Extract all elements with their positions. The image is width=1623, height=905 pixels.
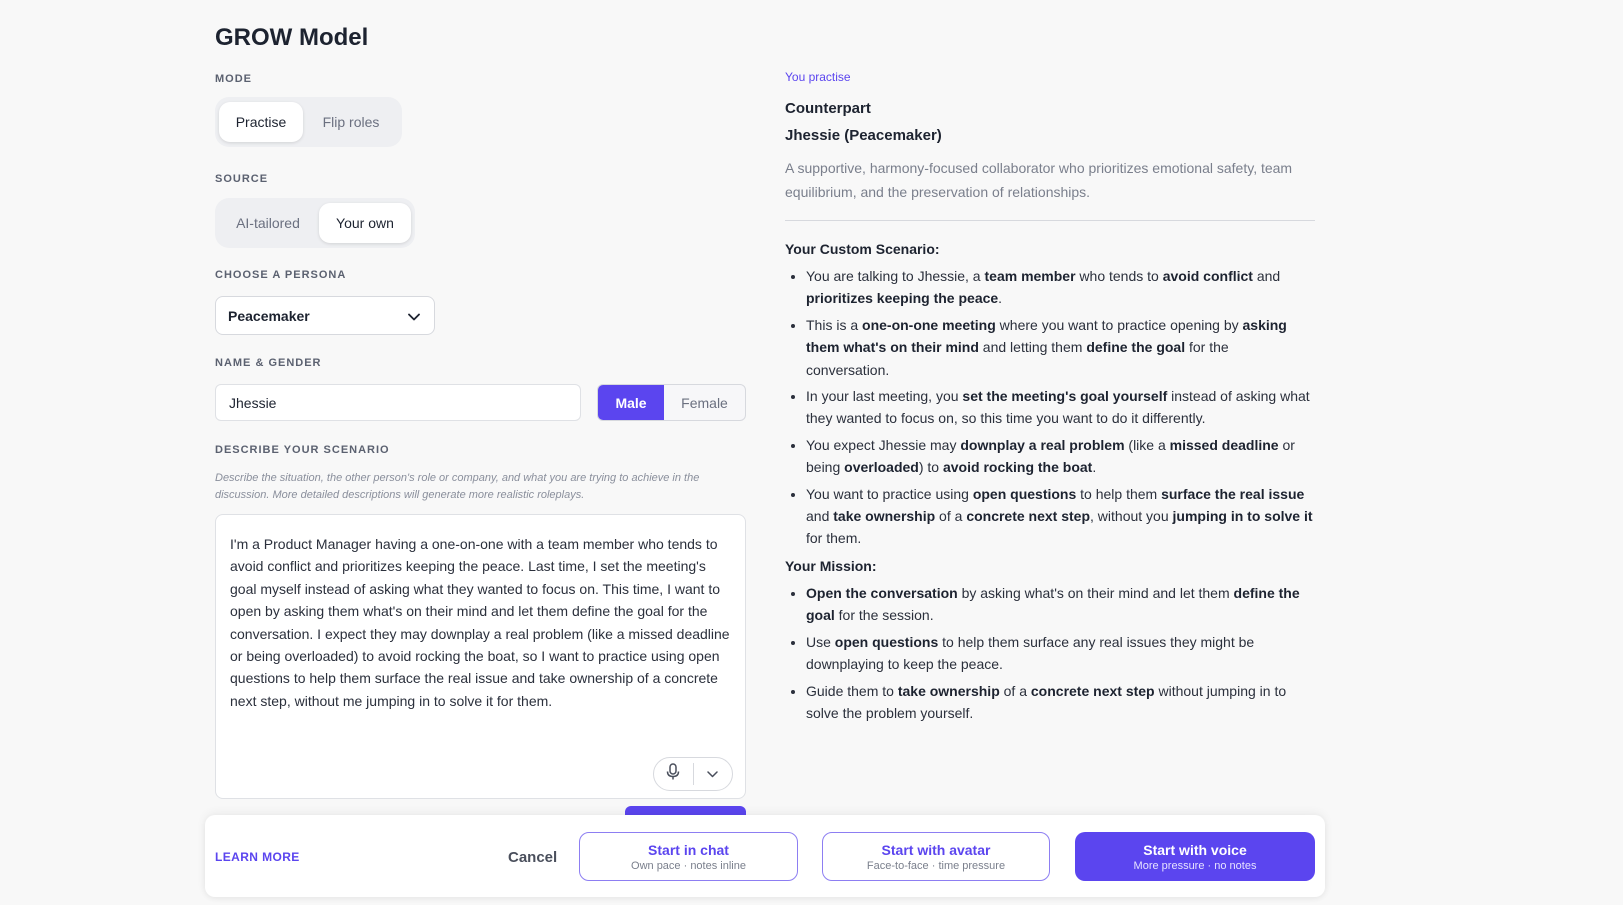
- emphasis-text: overloaded: [844, 459, 919, 476]
- scenario-hint: Describe the situation, the other person's role or company, and what you are trying to achieve in the discussion. More detailed descriptions will generate more realistic roleplays.: [215, 472, 700, 501]
- list-item-text: and: [1252, 268, 1281, 284]
- list-item-text: (like a: [1124, 436, 1170, 453]
- emphasis-text: asking them what's on their mind: [806, 316, 1287, 356]
- list-item-text: to help them surface any real issues they might be downplaying to keep the peace.: [806, 633, 1255, 673]
- start-with-voice-subtitle: More pressure · no notes: [1133, 859, 1257, 872]
- source-segmented-control: [215, 198, 415, 248]
- list-item-text: and letting them: [978, 339, 1087, 356]
- list-item: [806, 314, 1315, 381]
- list-item: [806, 483, 1315, 550]
- mission-list: [785, 582, 1315, 724]
- list-item-text: instead of asking what they wanted to focus on, so this time you want to do it differently.: [806, 388, 1310, 427]
- emphasis-text: jumping in to solve it: [1172, 508, 1313, 525]
- emphasis-text: open questions: [972, 485, 1077, 502]
- list-item-text: by asking what's on their mind and let them: [957, 584, 1234, 601]
- start-with-voice-button[interactable]: [1075, 832, 1315, 881]
- start-in-chat-subtitle: Own pace · notes inline: [631, 859, 746, 872]
- mode-label: MODE: [215, 73, 252, 85]
- persona-select-value: Peacemaker: [228, 307, 310, 324]
- scenario-summary-panel: [785, 70, 1315, 728]
- emphasis-text: surface the real issue: [1161, 485, 1305, 502]
- role-label: You practise: [785, 70, 851, 84]
- list-item-text: .: [998, 290, 1003, 307]
- learn-more-link[interactable]: LEARN MORE: [215, 850, 300, 864]
- list-item-text: or being: [806, 436, 1295, 476]
- list-item-text: You expect Jhessie may: [806, 436, 961, 453]
- list-item-text: of a: [935, 508, 967, 525]
- mode-segmented-control: [215, 97, 402, 147]
- emphasis-text: define the goal: [1086, 339, 1186, 356]
- microphone-button[interactable]: [654, 758, 693, 790]
- start-with-avatar-title: Start with avatar: [881, 841, 991, 858]
- list-item-text: for the conversation.: [806, 339, 1229, 378]
- mission-heading: Your Mission:: [785, 557, 877, 574]
- list-item-text: to help them: [1076, 485, 1162, 502]
- list-item-text: of a: [999, 682, 1031, 699]
- list-item-text: You want to practice using: [806, 485, 973, 502]
- cancel-button[interactable]: Cancel: [508, 849, 558, 866]
- emphasis-text: avoid conflict: [1162, 268, 1253, 284]
- emphasis-text: team member: [984, 268, 1076, 284]
- emphasis-text: concrete next step: [966, 508, 1091, 525]
- list-item-text: for the session.: [834, 607, 934, 624]
- list-item-text: Guide them to: [806, 682, 898, 699]
- list-item-text: You are talking to Jhessie, a: [806, 268, 985, 284]
- emphasis-text: Open the conversation: [806, 584, 958, 601]
- gender-option-male[interactable]: Male: [598, 385, 664, 420]
- chevron-down-icon: [707, 765, 718, 783]
- counterpart-description: A supportive, harmony-focused collaborator who prioritizes emotional safety, team equilibrium, and the preservation of relationships.: [785, 160, 1293, 200]
- microphone-icon: [665, 763, 681, 786]
- list-item: [806, 582, 1315, 627]
- custom-scenario-heading: Your Custom Scenario:: [785, 241, 940, 257]
- footer-bar: [205, 815, 1325, 897]
- list-item-text: ) to: [918, 459, 943, 476]
- divider: [785, 220, 1315, 221]
- mode-option-flip-roles[interactable]: Flip roles: [322, 114, 380, 130]
- scenario-label: DESCRIBE YOUR SCENARIO: [215, 444, 390, 456]
- emphasis-text: one-on-one meeting: [862, 316, 996, 333]
- emphasis-text: set the meeting's goal yourself: [962, 388, 1168, 405]
- emphasis-text: downplay a real problem: [960, 436, 1125, 453]
- list-item: [806, 434, 1315, 479]
- start-in-chat-title: Start in chat: [648, 841, 729, 858]
- emphasis-text: concrete next step: [1030, 682, 1155, 699]
- list-item-text: In your last meeting, you: [806, 388, 963, 405]
- list-item-text: and: [806, 508, 834, 525]
- source-label: SOURCE: [215, 173, 269, 185]
- start-with-avatar-subtitle: Face-to-face · time pressure: [866, 859, 1006, 872]
- counterpart-label: Counterpart: [785, 100, 871, 117]
- persona-label: CHOOSE A PERSONA: [215, 269, 347, 281]
- start-with-avatar-button[interactable]: [822, 832, 1050, 881]
- voice-input-control: [653, 757, 733, 791]
- custom-scenario-list: [785, 265, 1315, 550]
- list-item: [806, 265, 1315, 310]
- list-item: [806, 680, 1315, 725]
- voice-options-button[interactable]: [694, 758, 733, 790]
- counterpart-name: Jhessie (Peacemaker): [785, 127, 942, 144]
- emphasis-text: take ownership: [897, 682, 1000, 699]
- persona-select[interactable]: [215, 296, 435, 335]
- name-gender-label: NAME & GENDER: [215, 357, 322, 369]
- page-title: GROW Model: [215, 24, 369, 51]
- list-item-text: Use: [806, 633, 835, 650]
- list-item-text: without jumping in to solve the problem yourself.: [806, 682, 1287, 721]
- list-item: [806, 631, 1315, 676]
- start-in-chat-button[interactable]: [579, 832, 798, 881]
- start-with-voice-title: Start with voice: [1143, 841, 1247, 858]
- list-item: [806, 385, 1315, 430]
- mode-option-practise[interactable]: Practise: [219, 102, 303, 142]
- gender-toggle: [597, 384, 746, 421]
- emphasis-text: prioritizes keeping the peace: [806, 290, 999, 307]
- list-item-text: , without you: [1090, 508, 1173, 525]
- emphasis-text: open questions: [834, 633, 939, 650]
- list-item-text: who tends to: [1075, 268, 1163, 284]
- list-item-text: for them.: [806, 530, 862, 547]
- chevron-down-icon: [408, 308, 420, 324]
- emphasis-text: missed deadline: [1169, 436, 1279, 453]
- list-item-text: .: [1092, 459, 1097, 476]
- name-input[interactable]: [215, 384, 581, 421]
- gender-option-female[interactable]: Female: [681, 394, 728, 411]
- list-item-text: where you want to practice opening by: [995, 316, 1243, 333]
- list-item-text: This is a: [806, 316, 863, 333]
- scenario-textarea[interactable]: I'm a Product Manager having a one-on-one with a team member who tends to avoid conflict and prioritizes keeping the peace. Last time, I set the meeting's goal myself instead of asking what they wanted to focus on. This time, I want to open by asking them what's on their mind and let them define the goal for the conversation. I expect they may downplay a real problem (like a missed deadline or being overloaded) to avoid rocking the boat, so I want to practice using open questions to help them surface the real issue and take ownership of a concrete next step, without me jumping in to solve it for them.: [215, 514, 746, 799]
- emphasis-text: avoid rocking the boat: [942, 459, 1093, 476]
- source-option-ai-tailored[interactable]: AI-tailored: [236, 215, 300, 231]
- emphasis-text: take ownership: [833, 508, 936, 525]
- source-option-your-own[interactable]: Your own: [319, 203, 411, 243]
- emphasis-text: define the goal: [806, 584, 1300, 624]
